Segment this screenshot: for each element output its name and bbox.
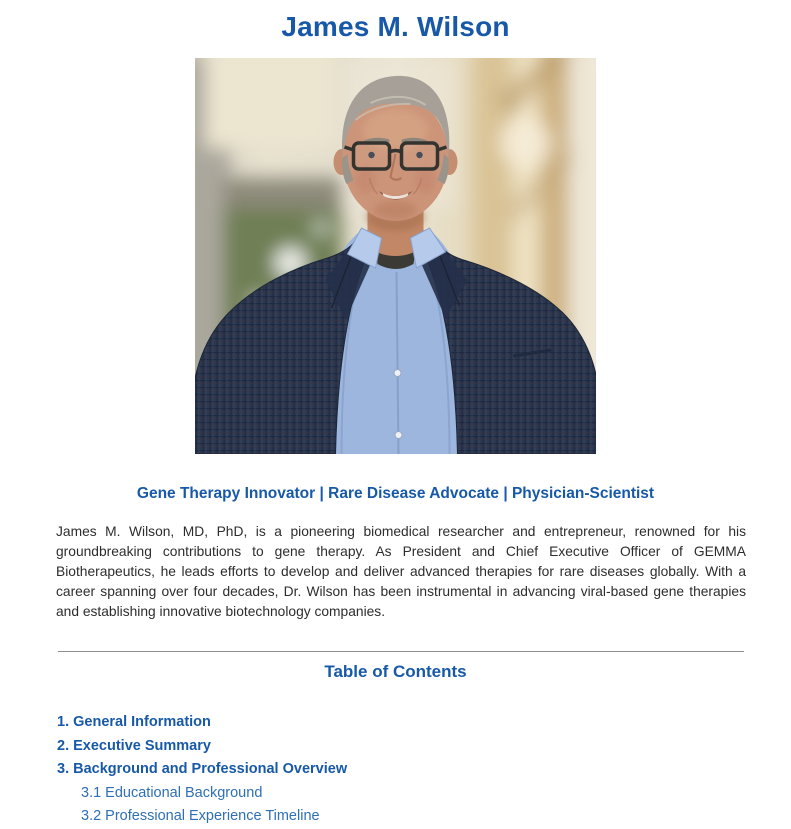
toc-item-background-professional-overview[interactable]: 3. Background and Professional Overview xyxy=(57,761,348,777)
toc-item-executive-summary[interactable]: 2. Executive Summary xyxy=(57,737,211,754)
intro-paragraph: James M. Wilson, MD, PhD, is a pioneering biomedical researcher and entrepreneur, renowned for his groundbreaking contributions to gene therapy. As President and Chief Executive Officer of GEMMA Biotherapeutics, he leads efforts to develop and deliver advanced therapies for rare diseases globally. With a career spanning over four decades, Dr. Wilson has been instrumental in advancing viral-based gene therapies and establishing innovative biotechnology companies. xyxy=(56,524,746,619)
portrait-illustration xyxy=(195,58,596,454)
toc-item-general-information[interactable]: 1. General Information xyxy=(57,714,211,730)
toc-item-educational-background[interactable]: 3.1 Educational Background xyxy=(81,784,263,801)
toc-heading: Table of Contents xyxy=(324,662,467,681)
portrait-photo xyxy=(195,58,596,454)
tagline: Gene Therapy Innovator | Rare Disease Advocate | Physician-Scientist xyxy=(136,485,655,502)
page-title: James M. Wilson xyxy=(281,11,510,42)
toc-item-professional-experience-timeline[interactable]: 3.2 Professional Experience Timeline xyxy=(81,808,320,824)
table-of-contents xyxy=(57,711,791,829)
divider xyxy=(58,651,744,652)
